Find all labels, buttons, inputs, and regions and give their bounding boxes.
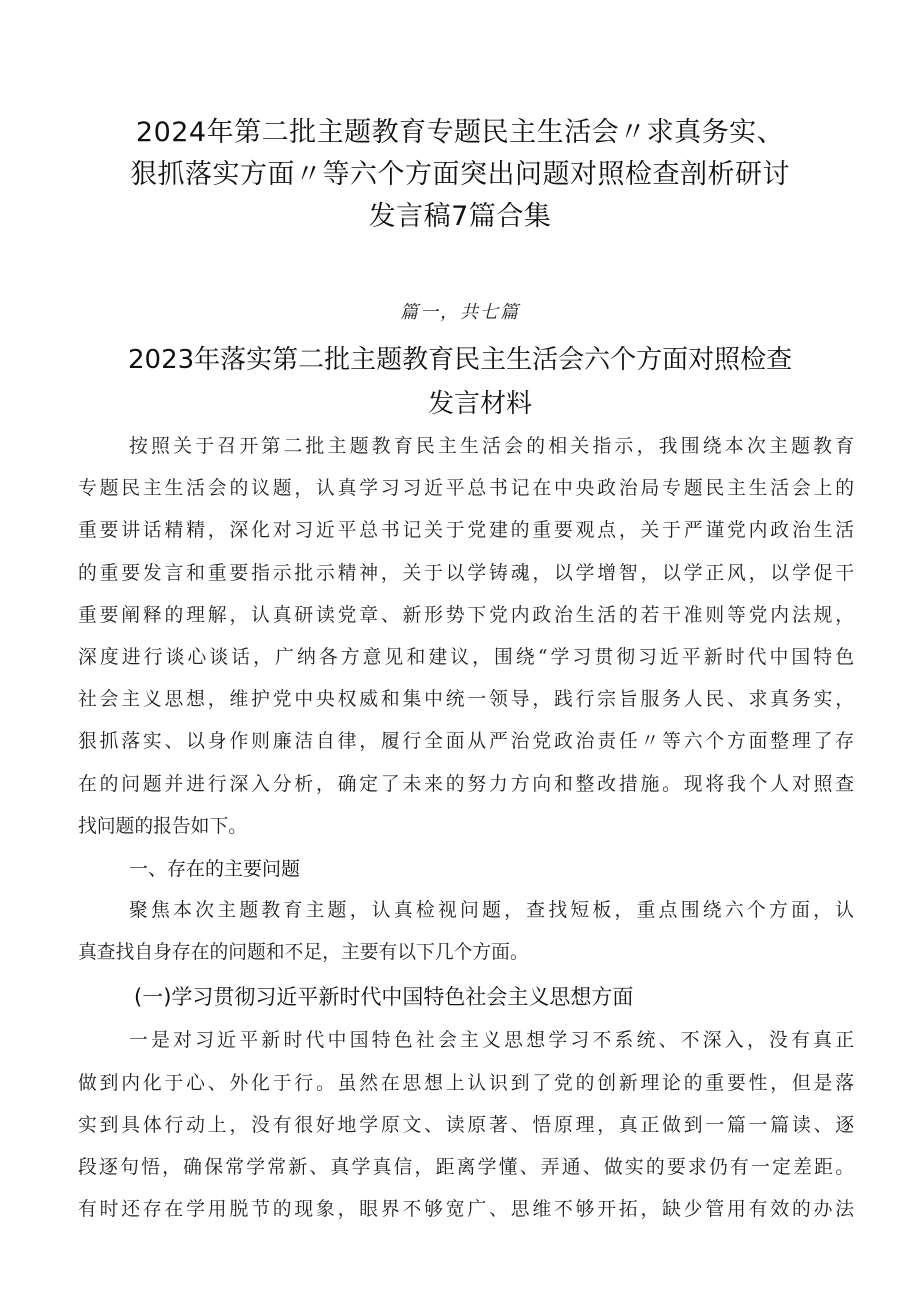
paragraph-line: 实到具体行动上，没有很好地学原文、读原著、悟原理，真正做到一篇一篇读、逐	[78, 1114, 854, 1136]
paragraph-line: 段逐句悟，确保常学常新、真学真信，距离学懂、弄通、做实的要求仍有一定差距。	[78, 1157, 854, 1178]
document-body	[78, 426, 854, 1231]
subtitle-line: 2023年落实第二批主题教育民主生活会六个方面对照检查	[128, 345, 793, 375]
title-line: 2024年第二批主题教育专题民主生活会〃求真务实、	[135, 117, 785, 148]
paragraph-line: 真查找自身存在的问题和不足，主要有以下几个方面。	[78, 942, 529, 964]
paragraph-line: 的重要发言和重要指示批示精神，关于以学铸魂，以学增智，以学正风，以学促干	[78, 562, 854, 584]
paragraph-line: 专题民主生活会的议题，认真学习习近平总书记在中央政治局专题民主生活会上的	[78, 478, 854, 500]
paragraph-line: 重要阐释的理解，认真研读党章、新形势下党内政治生活的若干准则等党内法规，	[78, 604, 854, 626]
title-line: 狠抓落实方面〃等六个方面突出问题对照检查剖析研讨	[130, 159, 790, 190]
part-label: 篇一，共七篇	[400, 302, 520, 323]
paragraph-line: 做到内化于心、外化于行。虽然在思想上认识到了党的创新理论的重要性，但是落	[78, 1072, 854, 1094]
paragraph-line: 社会主义思想，维护党中央权威和集中统一领导，践行宗旨服务人民、求真务实，	[78, 689, 854, 711]
paragraph-line: 找问题的报告如下。	[78, 815, 248, 837]
subtitle-line: 发言材料	[427, 389, 532, 419]
paragraph-line: 在的问题并进行深入分析，确定了未来的努力方向和整改措施。现将我个人对照查	[78, 773, 854, 795]
section-title	[100, 338, 880, 426]
section-heading: 一、存在的主要问题	[129, 857, 301, 880]
title-line: 发言稿7篇合集	[368, 201, 552, 232]
paragraph-line: 重要讲话精精，深化对习近平总书记关于党建的重要观点，关于严谨党内政治生活	[78, 520, 854, 542]
paragraph-line: 一是对习近平新时代中国特色社会主义思想学习不系统、不深入，没有真正	[129, 1030, 854, 1052]
paragraph-line: 狠抓落实、以身作则廉洁自律，履行全面从严治党政治责任〃等六个方面整理了存	[78, 731, 854, 753]
paragraph-line: 深度进行谈心谈话，广纳各方意见和建议，围绕“学习贯彻习近平新时代中国特色	[78, 646, 854, 668]
document-title	[100, 112, 820, 238]
paragraph-line: 聚焦本次主题教育主题，认真检视问题，查找短板，重点围绕六个方面，认	[129, 900, 854, 922]
paragraph-line: 有时还存在学用脱节的现象，眼界不够宽广、思维不够开拓，缺少管用有效的办法	[78, 1199, 854, 1221]
paragraph-line: 按照关于召开第二批主题教育民主生活会的相关指示，我围绕本次主题教育	[129, 436, 854, 457]
subsection-heading: (一)学习贯彻习近平新时代中国特色社会主义思想方面	[134, 985, 634, 1010]
